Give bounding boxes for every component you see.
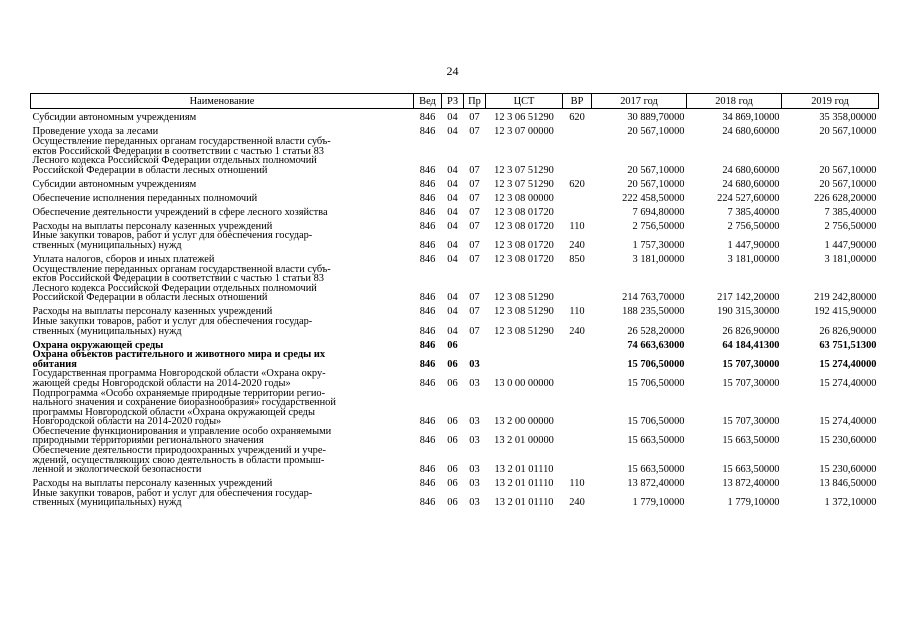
cell-2017: 20 567,10000: [627, 126, 685, 138]
table-row: [31, 489, 879, 508]
cell-cst: 13 2 01 01110: [494, 497, 554, 509]
cell-pr: 07: [469, 112, 480, 124]
cell-2017: 7 694,80000: [632, 206, 685, 218]
cell-ved: 846: [419, 239, 436, 251]
cell-ved: 846: [419, 435, 436, 447]
cell-vr: 110: [569, 220, 585, 232]
cell-name: Подпрограмма «Особо охраняемые природные территории регио- нального значения и сохранение биоразнообразия» государственной программы Новгородской области «Охрана окружающей среды Новгородской области на 2014-2020 годы»: [32, 387, 336, 428]
cell-pr: 03: [469, 377, 480, 389]
cell-2019: 15 274,40000: [819, 416, 877, 428]
header-vr: ВР: [563, 94, 592, 109]
cell-cst: 12 3 07 00000: [494, 126, 554, 138]
table-row: [31, 175, 879, 189]
cell-2019: 1 447,90000: [824, 239, 877, 251]
cell-name: Охрана окружающей среды: [32, 339, 164, 351]
cell-pr: 07: [469, 126, 480, 138]
header-2019: 2019 год: [782, 94, 879, 109]
cell-2017: 15 706,50000: [627, 416, 685, 428]
cell-ved: 846: [419, 339, 436, 351]
header-pr: Пр: [464, 94, 486, 109]
cell-2017: 13 872,40000: [627, 478, 685, 490]
cell-pr: 07: [469, 306, 480, 318]
cell-ved: 846: [419, 497, 436, 509]
cell-2019: 20 567,10000: [819, 164, 877, 176]
header-ved: Вед: [414, 94, 442, 109]
cell-rz: 04: [447, 239, 458, 251]
cell-cst: [486, 350, 563, 369]
cell-cst: 12 3 08 51290: [494, 306, 554, 318]
cell-vr: 110: [569, 306, 585, 318]
cell-2019: 26 826,90000: [819, 325, 877, 337]
cell-vr: 240: [569, 239, 585, 251]
cell-2017: 1 757,30000: [632, 239, 685, 251]
cell-rz: 04: [447, 292, 458, 304]
cell-rz: 04: [447, 220, 458, 232]
cell-2019: 3 181,00000: [824, 253, 877, 265]
table-row: [31, 369, 879, 388]
cell-vr: [563, 123, 592, 137]
cell-2019: 15 274,40000: [819, 358, 877, 370]
cell-2017: 222 458,50000: [622, 192, 685, 204]
cell-name: Расходы на выплаты персоналу казенных учреждений: [32, 478, 273, 490]
cell-pr: 07: [469, 220, 480, 232]
cell-rz: 06: [447, 478, 458, 490]
cell-cst: 12 3 08 01720: [494, 253, 554, 265]
cell-cst: 12 3 06 51290: [494, 112, 554, 124]
cell-rz: 06: [447, 339, 458, 351]
cell-rz: 04: [447, 325, 458, 337]
cell-pr: 03: [469, 416, 480, 428]
cell-pr: 07: [469, 239, 480, 251]
table-row: [31, 317, 879, 336]
cell-cst: 13 0 00 00000: [494, 377, 554, 389]
cell-2018: 2 756,50000: [727, 220, 780, 232]
cell-rz: 04: [447, 164, 458, 176]
header-2017: 2017 год: [592, 94, 687, 109]
cell-2018: 15 663,50000: [722, 435, 780, 447]
table-row: [31, 265, 879, 303]
cell-pr: 07: [469, 164, 480, 176]
cell-cst: 12 3 08 51290: [494, 292, 554, 304]
table-row: [31, 217, 879, 231]
cell-vr: [563, 446, 592, 475]
table-row: [31, 336, 879, 350]
table-row: [31, 231, 879, 250]
cell-name: Обеспечение деятельности природоохранных учреждений и учре- ждений, осуществляющих свою деятельность в области промыш- ленной и экологической безопасности: [32, 445, 326, 476]
cell-ved: 846: [419, 416, 436, 428]
cell-2018: 15 707,30000: [722, 416, 780, 428]
table-row: [31, 389, 879, 427]
cell-rz: 04: [447, 178, 458, 190]
cell-2018: 3 181,00000: [727, 253, 780, 265]
cell-name: Государственная программа Новгородской области «Охрана окру- жающей среды Новгородской области на 2014-2020 годы»: [32, 368, 326, 389]
table-row: [31, 251, 879, 265]
cell-2017: 15 706,50000: [627, 358, 685, 370]
cell-rz: 04: [447, 192, 458, 204]
table-row: [31, 109, 879, 124]
cell-name: Уплата налогов, сборов и иных платежей: [32, 253, 215, 265]
cell-name: Иные закупки товаров, работ и услуг для обеспечения государ- ственных (муниципальных) нужд: [32, 315, 313, 337]
cell-2019: 1 372,10000: [824, 497, 877, 509]
cell-vr: [563, 265, 592, 303]
cell-name: Обеспечение исполнения переданных полномочий: [32, 192, 258, 204]
table-row: [31, 427, 879, 446]
cell-name: Субсидии автономным учреждениям: [32, 112, 197, 124]
cell-2018: 26 826,90000: [722, 325, 780, 337]
cell-2018: 7 385,40000: [727, 206, 780, 218]
cell-2019: 20 567,10000: [819, 178, 877, 190]
cell-2019: 63 751,51300: [819, 339, 877, 351]
cell-cst: 12 3 08 51290: [494, 325, 554, 337]
cell-rz: 06: [447, 377, 458, 389]
cell-cst: 12 3 07 51290: [494, 178, 554, 190]
cell-pr: 07: [469, 206, 480, 218]
cell-2017: 20 567,10000: [627, 178, 685, 190]
cell-ved: 846: [419, 464, 436, 476]
cell-2018: 34 869,10000: [722, 112, 780, 124]
cell-2018: 24 680,60000: [722, 126, 780, 138]
cell-rz: 06: [447, 435, 458, 447]
table-body: [31, 109, 879, 509]
cell-vr: [563, 137, 592, 175]
cell-vr: 850: [569, 253, 585, 265]
cell-pr: 03: [469, 464, 480, 476]
table-header-row: [31, 94, 879, 109]
cell-2018: 190 315,30000: [717, 306, 780, 318]
cell-2019: 219 242,80000: [814, 292, 877, 304]
table-row: [31, 475, 879, 489]
cell-2017: 1 779,10000: [632, 497, 685, 509]
cell-2017: 26 528,20000: [627, 325, 685, 337]
cell-cst: 13 2 01 01110: [494, 478, 554, 490]
cell-name: Иные закупки товаров, работ и услуг для обеспечения государ- ственных (муниципальных) нужд: [32, 230, 313, 251]
cell-2018: 15 707,30000: [722, 358, 780, 370]
cell-vr: 620: [569, 112, 585, 124]
header-name: Наименование: [31, 94, 414, 109]
cell-vr: [563, 350, 592, 369]
cell-rz: 04: [447, 126, 458, 138]
cell-name: Иные закупки товаров, работ и услуг для обеспечения государ- ственных (муниципальных) нужд: [32, 487, 313, 509]
cell-2019: 20 567,10000: [819, 126, 877, 138]
cell-2019: 7 385,40000: [824, 206, 877, 218]
cell-rz: 06: [447, 416, 458, 428]
cell-cst: 12 3 08 01720: [494, 206, 554, 218]
cell-2017: 188 235,50000: [622, 306, 685, 318]
cell-name: Расходы на выплаты персоналу казенных учреждений: [32, 306, 273, 318]
cell-2018: 64 184,41300: [722, 339, 780, 351]
cell-ved: 846: [419, 358, 436, 370]
cell-name: Осуществление переданных органам государственной власти субъ- ектов Российской Федерации в соответствии с частью 1 статьи 83 Лесного кодекса Российской Федерации отдельных полномочий Российской Федерации в области лесных отношений: [32, 136, 331, 176]
cell-pr: 03: [469, 478, 480, 490]
cell-pr: 03: [469, 358, 480, 370]
cell-2018: 217 142,20000: [717, 292, 780, 304]
cell-vr: [563, 427, 592, 446]
cell-cst: 12 3 08 01720: [494, 239, 554, 251]
cell-vr: [563, 389, 592, 427]
cell-ved: 846: [419, 206, 436, 218]
table-row: [31, 203, 879, 217]
cell-2017: 15 663,50000: [627, 464, 685, 476]
cell-name: Обеспечение функционирования и управление особо охраняемыми природными территориями регионального значения: [32, 425, 332, 447]
cell-2018: 15 663,50000: [722, 464, 780, 476]
cell-name: Проведение ухода за лесами: [32, 126, 159, 138]
cell-2017: 2 756,50000: [632, 220, 685, 232]
cell-rz: 04: [447, 112, 458, 124]
cell-name: Осуществление переданных органам государственной власти субъ- ектов Российской Федерации в соответствии с частью 1 статьи 83 Лесного кодекса Российской Федерации отдельных полномочий Российской Федерации в области лесных отношений: [32, 263, 331, 304]
cell-2019: 35 358,00000: [819, 112, 877, 124]
cell-cst: 13 2 01 01110: [494, 464, 554, 476]
cell-cst: 12 3 08 01720: [494, 220, 554, 232]
cell-vr: [563, 369, 592, 388]
cell-pr: 03: [469, 435, 480, 447]
cell-name: Обеспечение деятельности учреждений в сфере лесного хозяйства: [32, 206, 328, 218]
cell-rz: 06: [447, 464, 458, 476]
cell-name: Расходы на выплаты персоналу казенных учреждений: [32, 220, 273, 232]
page-number: 24: [446, 64, 459, 78]
cell-ved: 846: [419, 164, 436, 176]
cell-pr: 07: [469, 253, 480, 265]
cell-pr: 07: [469, 178, 480, 190]
cell-vr: [563, 203, 592, 217]
cell-2017: 214 763,70000: [622, 292, 685, 304]
cell-ved: 846: [419, 178, 436, 190]
cell-2017: 20 567,10000: [627, 164, 685, 176]
cell-rz: 06: [447, 358, 458, 370]
cell-vr: 110: [569, 478, 585, 490]
cell-2017: 74 663,63000: [627, 339, 685, 351]
cell-cst: [486, 336, 563, 350]
budget-table: [30, 93, 879, 508]
cell-ved: 846: [419, 220, 436, 232]
cell-pr: 07: [469, 325, 480, 337]
cell-2018: 1 447,90000: [727, 239, 780, 251]
cell-2019: 192 415,90000: [814, 306, 877, 318]
cell-2019: 226 628,20000: [814, 192, 877, 204]
cell-rz: 06: [447, 497, 458, 509]
cell-2018: 24 680,60000: [722, 164, 780, 176]
cell-vr: [563, 336, 592, 350]
cell-2017: 30 889,70000: [627, 112, 685, 124]
cell-ved: 846: [419, 306, 436, 318]
cell-cst: 13 2 00 00000: [494, 416, 554, 428]
header-2018: 2018 год: [687, 94, 782, 109]
cell-2017: 15 663,50000: [627, 435, 685, 447]
header-rz: РЗ: [442, 94, 464, 109]
cell-2019: 2 756,50000: [824, 220, 877, 232]
cell-ved: 846: [419, 478, 436, 490]
table-row: [31, 123, 879, 137]
header-cst: ЦСТ: [486, 94, 563, 109]
cell-2018: 15 707,30000: [722, 377, 780, 389]
cell-ved: 846: [419, 292, 436, 304]
cell-vr: 240: [569, 497, 585, 509]
cell-2018: 24 680,60000: [722, 178, 780, 190]
cell-ved: 846: [419, 325, 436, 337]
cell-2019: 15 230,60000: [819, 435, 877, 447]
cell-2019: 13 846,50000: [819, 478, 877, 490]
cell-ved: 846: [419, 192, 436, 204]
cell-pr: 03: [469, 497, 480, 509]
cell-ved: 846: [419, 253, 436, 265]
cell-name: Охрана объектов растительного и животного мира и среды их обитания: [32, 349, 326, 370]
cell-vr: [563, 189, 592, 203]
cell-pr: [464, 336, 486, 350]
table-row: [31, 446, 879, 475]
cell-2018: 224 527,60000: [717, 192, 780, 204]
cell-ved: 846: [419, 112, 436, 124]
cell-2019: 15 230,60000: [819, 464, 877, 476]
table-row: [31, 189, 879, 203]
table-row: [31, 303, 879, 317]
cell-rz: 04: [447, 206, 458, 218]
cell-name: Субсидии автономным учреждениям: [32, 178, 197, 190]
cell-cst: 13 2 01 00000: [494, 435, 554, 447]
cell-ved: 846: [419, 377, 436, 389]
cell-rz: 04: [447, 306, 458, 318]
cell-pr: 07: [469, 292, 480, 304]
cell-cst: 12 3 07 51290: [494, 164, 554, 176]
cell-ved: 846: [419, 126, 436, 138]
table-row: [31, 137, 879, 175]
cell-2018: 13 872,40000: [722, 478, 780, 490]
cell-rz: 04: [447, 253, 458, 265]
cell-2018: 1 779,10000: [727, 497, 780, 509]
table-row: [31, 350, 879, 369]
cell-vr: 240: [569, 325, 585, 337]
cell-pr: 07: [469, 192, 480, 204]
cell-2017: 3 181,00000: [632, 253, 685, 265]
cell-cst: 12 3 08 00000: [494, 192, 554, 204]
cell-2019: 15 274,40000: [819, 377, 877, 389]
cell-vr: 620: [569, 178, 585, 190]
cell-2017: 15 706,50000: [627, 377, 685, 389]
